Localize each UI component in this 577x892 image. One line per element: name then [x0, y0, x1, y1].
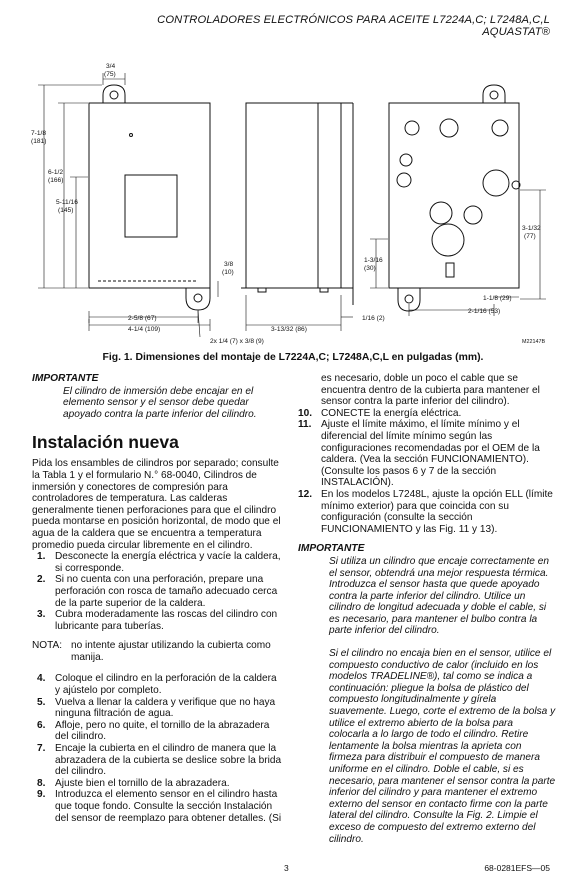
section-heading: Instalación nueva: [32, 432, 179, 453]
dim-label: 7-1/8: [31, 130, 47, 137]
dim-label: 3-1/32: [522, 225, 541, 232]
dim-label: 1/16 (2): [362, 315, 385, 322]
important-body-1: Si utiliza un cilindro que encaje correctamente en el sensor, obtendrá una mejor respuesta térmica. Introduzca el sensor hasta que quede apoyado contra la parte inferior del cilindro. Utilice un cilindro de longitud adecuada y doble el cable, si es necesario, para mantener el bulbo contra la parte inferior del cilindro.: [329, 555, 549, 637]
dim-label: 3-13/32 (86): [271, 326, 307, 333]
dim-label: (75): [104, 71, 116, 78]
document-code: 68-0281EFS—05: [484, 863, 550, 873]
list-item: 7. Encaje la cubierta en el cilindro de manera que la abrazadera de la cubierta se deslice sobre la brida del cilindro.: [37, 743, 282, 778]
right-column: [298, 373, 556, 845]
steps-list-b: [32, 673, 284, 824]
dim-label: (30): [364, 265, 376, 272]
page-number: 3: [284, 863, 289, 873]
back-view: [389, 85, 520, 311]
page-header: CONTROLADORES ELECTRÓNICOS PARA ACEITE L7224A,C; L7248A,C,L AQUASTAT®: [157, 14, 550, 38]
important-body-2: Si el cilindro no encaja bien en el sensor, utilice el compuesto conductivo de calor (incluido en los modelos TRADELINE®), tal como se indica a continuación: pliegue la bolsa de plástico del compuesto longitudinalmente y gírela suavemente. Luego, corte el extremo de la bolsa y utilice el extremo abierto de la bolsa para colocarla a lo largo de todo el cilindro. Retire lentamente la bolsa mientras la aprieta con firmeza para distribuir el compuesto de manera uniforme en el cilindro. Doble el cable, si es necesario, para mantener el sensor contra la parte inferior del cilindro y para mantener el extremo externo del sensor en contacto firme con la parte lateral del cilindro. Consulte la Fig. 2. Limpie el exceso de compuesto del extremo externo del cilindro.: [329, 648, 556, 845]
list-item: 5. Vuelva a llenar la caldera y verifique que no haya ninguna filtración de agua.: [37, 696, 276, 720]
list-item: 3. Cubra moderadamente las roscas del cilindro con lubricante para tuberías.: [37, 609, 278, 632]
list-item: 9. Introduzca el elemento sensor en el cilindro hasta que toque fondo. Consulte la sección Instalación del sensor de reemplazo para obtener detalles. (Si: [37, 789, 282, 824]
dim-label: 6-1/2: [48, 169, 64, 176]
note-label: NOTA:: [32, 640, 63, 652]
mounting-dimensions-diagram: [28, 55, 558, 355]
dim-label: 2x 1/4 (7) x 3/8 (9): [210, 338, 264, 345]
left-column: [32, 373, 284, 824]
dim-label: (181): [31, 138, 47, 145]
dim-label: (166): [48, 177, 64, 184]
list-item: 2. Si no cuenta con una perforación, prepare una perforación con rosca de tamaño adecuado cerca de la parte superior de la caldera.: [37, 574, 278, 609]
note: [32, 640, 284, 663]
steps-list-c: [298, 408, 556, 536]
continued-text: es necesario, doble un poco el cable que se encuentra dentro de la cubierta para mantener el sensor contra la parte inferior del cilindro).: [321, 373, 540, 408]
dim-label: 3/4: [106, 63, 116, 70]
dim-label: (10): [222, 269, 234, 276]
important-title: IMPORTANTE: [298, 543, 365, 555]
dim-label: 2-1/16 (53): [468, 308, 501, 315]
note-text: no intente ajustar utilizando la cubierta como manija.: [71, 640, 271, 663]
dim-label: 5-11/16: [56, 199, 78, 206]
side-view: [241, 103, 353, 305]
dim-label: 1-1/8 (29): [483, 295, 512, 302]
list-item: 11. Ajuste el límite máximo, el límite mínimo y el diferencial del límite mínimo según las configuraciones recomendadas por el OEM de la caldera. (Vea la sección FUNCIONAMIENTO). (Consulte los pasos 6 y 7 de la sección INSTALACIÓN).: [298, 419, 540, 489]
important-title: IMPORTANTE: [32, 373, 99, 384]
dim-label: (145): [58, 207, 74, 214]
dim-label: 2-5/8 (67): [128, 315, 157, 322]
steps-list-a: [32, 551, 284, 632]
list-item: 1. Desconecte la energía eléctrica y vacíe la caldera, si corresponde.: [37, 551, 281, 574]
dim-label: 3/8: [224, 261, 234, 268]
list-item: 4. Coloque el cilindro en la perforación de la caldera y ajústelo por completo.: [37, 673, 277, 697]
figure-caption: Fig. 1. Dimensiones del montaje de L7224A,C; L7248A,C,L en pulgadas (mm).: [102, 352, 484, 363]
dim-label: 1-3/16: [364, 257, 383, 264]
dim-label: 4-1/4 (109): [128, 326, 161, 333]
list-item: 6. Afloje, pero no quite, el tornillo de la abrazadera del cilindro.: [37, 719, 270, 743]
list-item: 10. CONECTE la energía eléctrica.: [298, 407, 462, 419]
figure-code: M22147B: [522, 339, 546, 345]
list-item: 12. En los modelos L7248L, ajuste la opción ELL (límite mínimo exterior) para que coincida con su configuración (consulte la sección FUNCIONAMIENTO y las Fig. 11 y 13).: [298, 488, 553, 535]
list-item: 8. Ajuste bien el tornillo de la abrazadera.: [37, 777, 230, 789]
important-body: El cilindro de inmersión debe encajar en el elemento sensor y el sensor debe quedar apoyado contra la parte inferior del cilindro.: [63, 385, 257, 420]
intro-paragraph: Pida los ensambles de cilindros por separado; consulte la Tabla 1 y el formulario N.° 68-0040, Cilindros de inmersión y conectores de compresión para controladores de temperatura. Las calderas generalmente tienen perforaciones para que el cilindro pueda montarse en posición horizontal, de modo que el agua de la caldera que se encuentra a temperatura promedio pueda circular libremente en el cilindro.: [32, 458, 281, 551]
front-view: [89, 85, 210, 310]
dim-label: (77): [524, 233, 536, 240]
